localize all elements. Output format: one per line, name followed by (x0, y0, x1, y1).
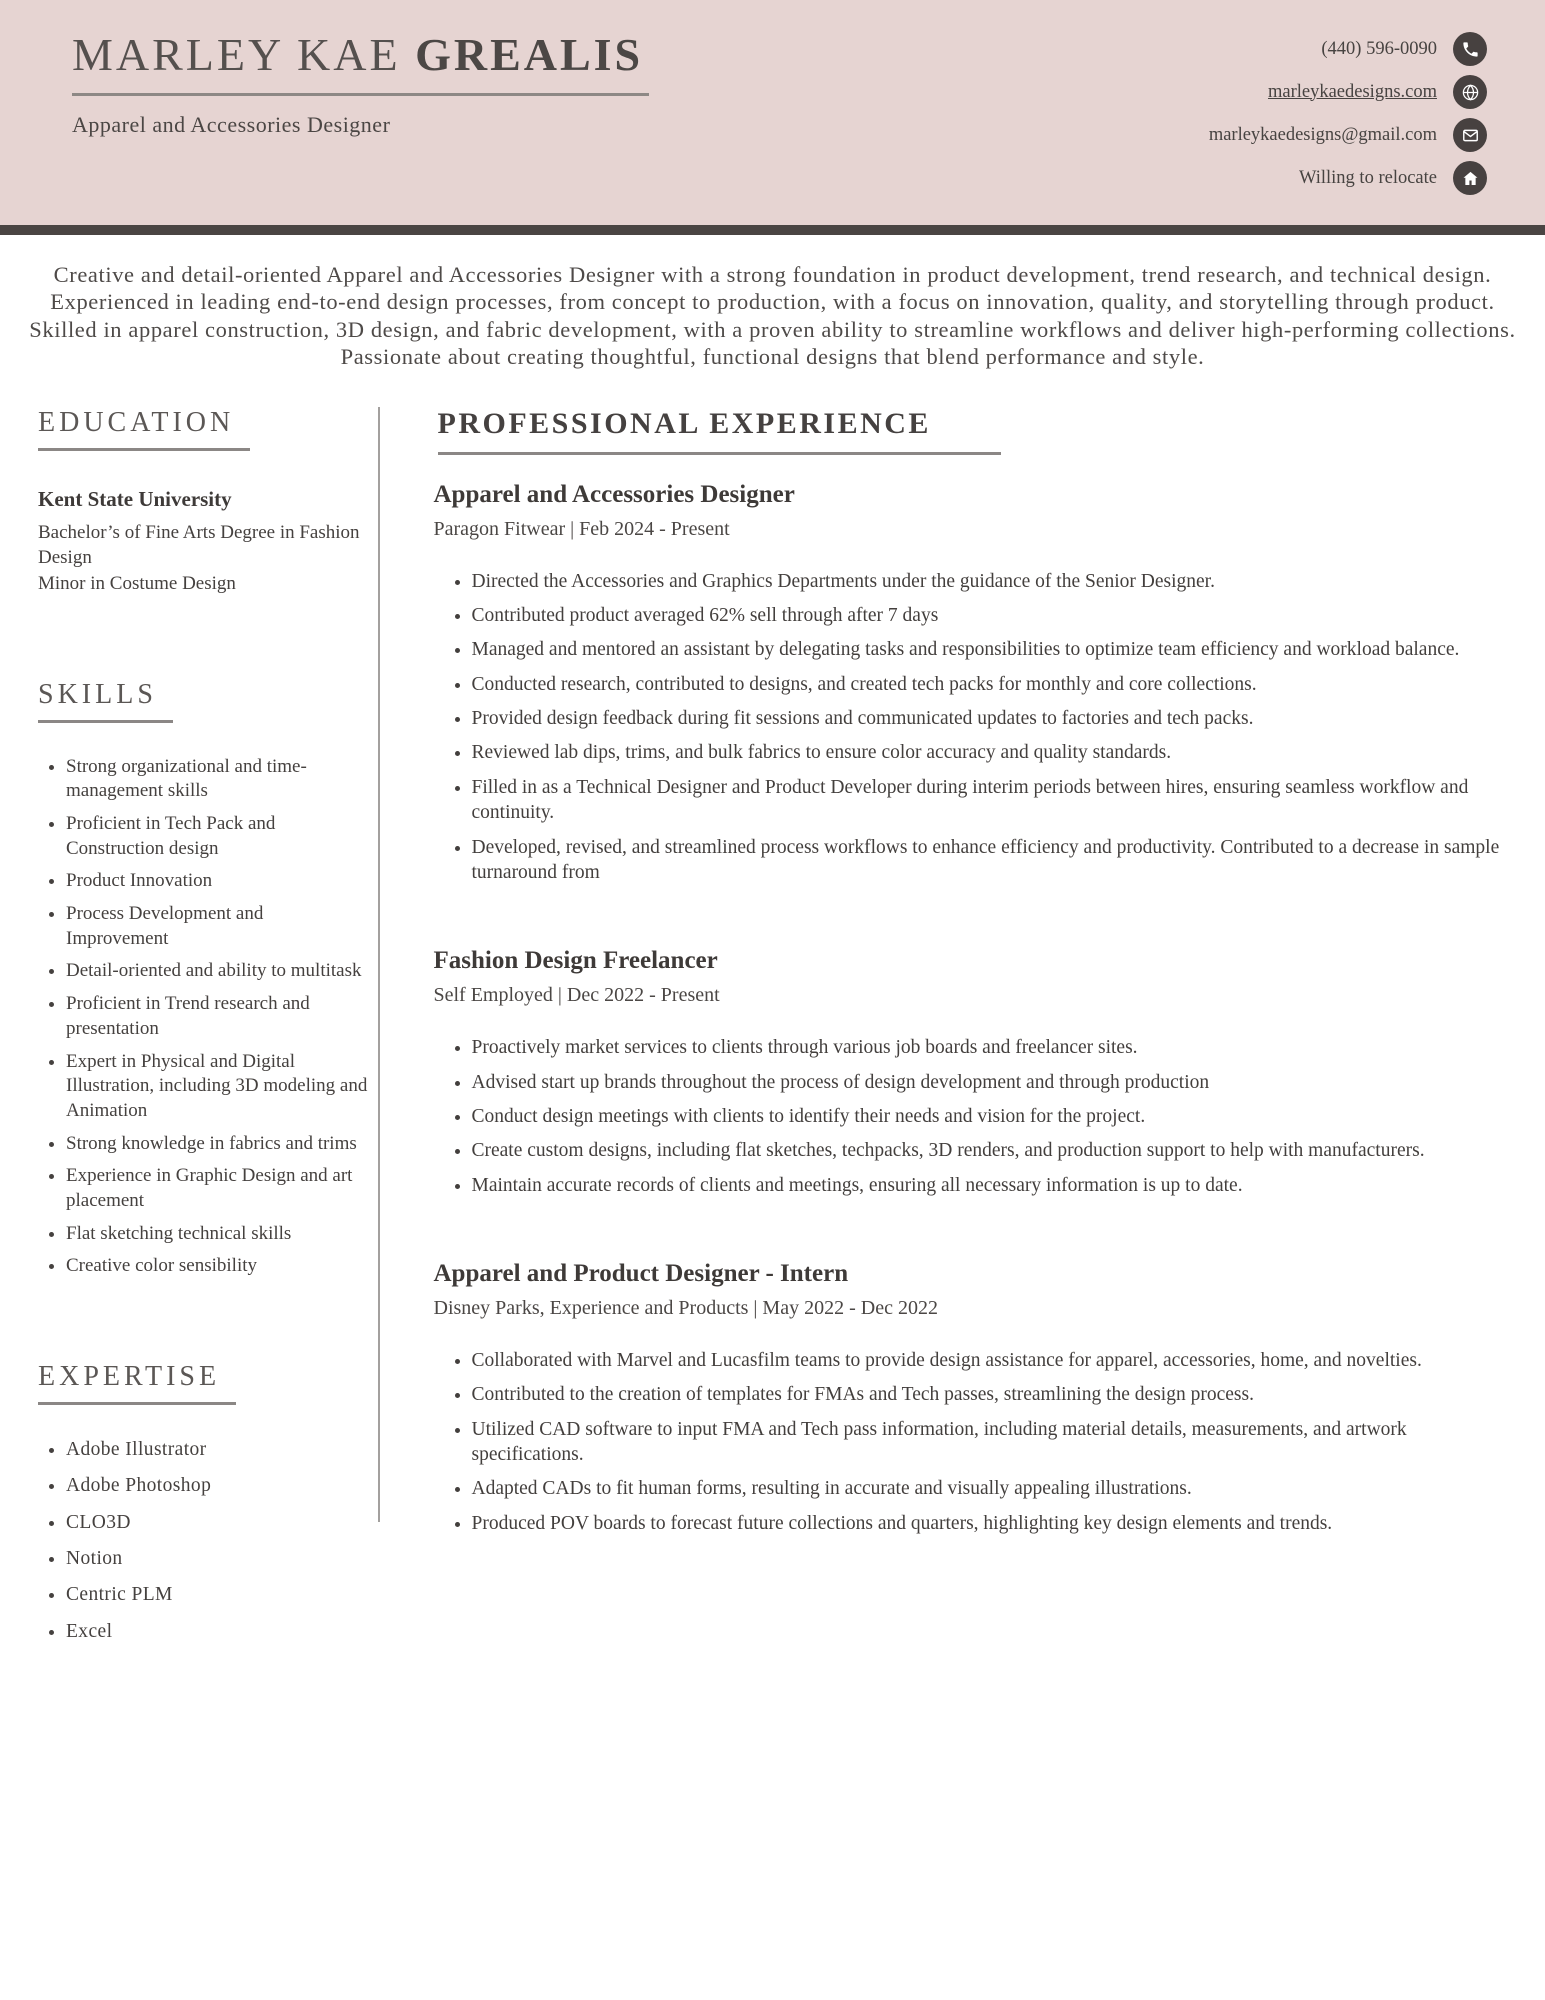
person-last-name: GREALIS (415, 29, 644, 80)
expertise-item: • Adobe Illustrator (66, 1437, 370, 1462)
job-bullet: • Contributed to the creation of templates for FMAs and Tech passes, streamlining the design process. (472, 1382, 1508, 1407)
skill-item: • Product Innovation (66, 869, 370, 894)
job-bullet: • Utilized CAD software to input FMA and Tech pass information, including material details, measurements, and artwork specifications. (472, 1417, 1508, 1468)
job-entry (434, 481, 1508, 885)
job-bullet: • Provided design feedback during fit sessions and communicated updates to factories and tech packs. (472, 706, 1508, 731)
job-entry (434, 947, 1508, 1198)
expertise-item: • CLO3D (66, 1510, 370, 1535)
job-bullet: • Directed the Accessories and Graphics Departments under the guidance of the Senior Designer. (472, 569, 1508, 594)
website-link[interactable]: marleykaedesigns.com (1267, 81, 1437, 102)
expertise-section (38, 1361, 370, 1644)
job-bullet: • Contributed product averaged 62% sell through after 7 days (472, 603, 1508, 628)
header (0, 0, 1545, 225)
job-bullet: • Produced POV boards to forecast future collections and quarters, highlighting key design elements and trends. (472, 1511, 1508, 1536)
expertise-item: • Centric PLM (66, 1582, 370, 1607)
skill-item: • Expert in Physical and Digital Illustration, including 3D modeling and Animation (66, 1050, 370, 1124)
phone-icon (1453, 32, 1487, 66)
job-bullet: • Developed, revised, and streamlined process workflows to enhance efficiency and productivity. Contributed to a decrease in sample turnaround from (472, 835, 1508, 886)
job-title: Apparel and Product Designer - Intern (433, 1259, 849, 1287)
education-heading: EDUCATION (38, 407, 250, 451)
job-title: Fashion Design Freelancer (433, 947, 718, 975)
skills-list (38, 755, 370, 1279)
job-bullet: • Adapted CADs to fit human forms, resulting in accurate and visually appealing illustrations. (472, 1476, 1508, 1501)
skill-item: • Strong organizational and time-management skills (66, 755, 370, 804)
job-bullet: • Conduct design meetings with clients to identify their needs and vision for the project. (472, 1104, 1508, 1129)
job-bullet: • Maintain accurate records of clients and meetings, ensuring all necessary information is up to date. (472, 1173, 1508, 1198)
person-name (72, 28, 649, 96)
skills-heading: SKILLS (38, 679, 173, 723)
job-bullet: • Reviewed lab dips, trims, and bulk fabrics to ensure color accuracy and quality standards. (472, 740, 1508, 765)
header-identity (72, 28, 649, 138)
contact-phone (1321, 32, 1487, 66)
job-entry (434, 1260, 1508, 1536)
summary-paragraph: Creative and detail-oriented Apparel and Accessories Designer with a strong foundation in product development, trend research, and technical design. Experienced in leading end-to-end design processes, from concept to production, with a focus on innovation, quality, and storytelling through product. Skilled in apparel construction, 3D design, and fabric development, with a proven ability to streamline workflows and deliver high-performing collections. Passionate about creating thoughtful, functional designs that blend performance and style. (29, 262, 1516, 370)
job-bullet-list (434, 1348, 1508, 1536)
home-icon (1453, 161, 1487, 195)
skill-item: • Proficient in Trend research and presentation (66, 992, 370, 1041)
relocate-note: Willing to relocate (1299, 167, 1437, 188)
skill-item: • Strong knowledge in fabrics and trims (66, 1132, 370, 1157)
minor-line: Minor in Costume Design (38, 573, 236, 595)
content-columns (0, 393, 1545, 1715)
phone-number: (440) 596-0090 (1321, 38, 1437, 59)
job-meta: Disney Parks, Experience and Products | May 2022 - Dec 2022 (433, 1296, 938, 1319)
skill-item: • Detail-oriented and ability to multitask (66, 959, 370, 984)
globe-icon (1453, 75, 1487, 109)
experience-heading: PROFESSIONAL EXPERIENCE (438, 407, 1001, 455)
job-bullet: • Filled in as a Technical Designer and Product Developer during interim periods between hires, ensuring seamless workflow and continuity. (472, 775, 1508, 826)
email-icon (1453, 118, 1487, 152)
job-bullet: • Collaborated with Marvel and Lucasfilm teams to provide design assistance for apparel, accessories, home, and novelties. (472, 1348, 1508, 1373)
expertise-item: • Adobe Photoshop (66, 1473, 370, 1498)
job-bullet: • Create custom designs, including flat sketches, techpacks, 3D renders, and production support to help with manufacturers. (472, 1138, 1508, 1163)
skill-item: • Flat sketching technical skills (66, 1222, 370, 1247)
header-job-title: Apparel and Accessories Designer (72, 112, 391, 137)
expertise-item: • Notion (66, 1546, 370, 1571)
degree-line: Bachelor’s of Fine Arts Degree in Fashion Design (38, 521, 360, 569)
person-first-name: MARLEY KAE (72, 29, 401, 80)
expertise-item: • Excel (66, 1619, 370, 1644)
job-bullet-list (434, 1035, 1508, 1198)
contact-website (1268, 75, 1487, 109)
contact-list (1209, 28, 1487, 195)
job-bullet-list (434, 569, 1508, 885)
expertise-list (38, 1437, 370, 1644)
skill-item: • Process Development and Improvement (66, 902, 370, 951)
skill-item: • Proficient in Tech Pack and Construction design (66, 812, 370, 861)
school-name: Kent State University (38, 486, 232, 511)
job-meta: Self Employed | Dec 2022 - Present (433, 984, 720, 1007)
job-title: Apparel and Accessories Designer (433, 480, 795, 508)
contact-relocate (1299, 161, 1487, 195)
experience-column (380, 407, 1508, 1655)
header-divider-bar (0, 225, 1545, 235)
sidebar (38, 407, 370, 1655)
job-bullet: • Proactively market services to clients through various job boards and freelancer sites. (472, 1035, 1508, 1060)
email-address: marleykaedesigns@gmail.com (1208, 124, 1437, 145)
job-meta: Paragon Fitwear | Feb 2024 - Present (433, 517, 730, 540)
job-bullet: • Conducted research, contributed to designs, and created tech packs for monthly and core collections. (472, 672, 1508, 697)
contact-email (1209, 118, 1487, 152)
education-section (38, 407, 370, 597)
skills-section (38, 679, 370, 1279)
expertise-heading: EXPERTISE (38, 1361, 236, 1405)
skill-item: • Creative color sensibility (66, 1254, 370, 1279)
skill-item: • Experience in Graphic Design and art placement (66, 1164, 370, 1213)
job-bullet: • Advised start up brands throughout the process of design development and through production (472, 1070, 1508, 1095)
job-bullet: • Managed and mentored an assistant by delegating tasks and responsibilities to optimize team efficiency and workload balance. (472, 637, 1508, 662)
